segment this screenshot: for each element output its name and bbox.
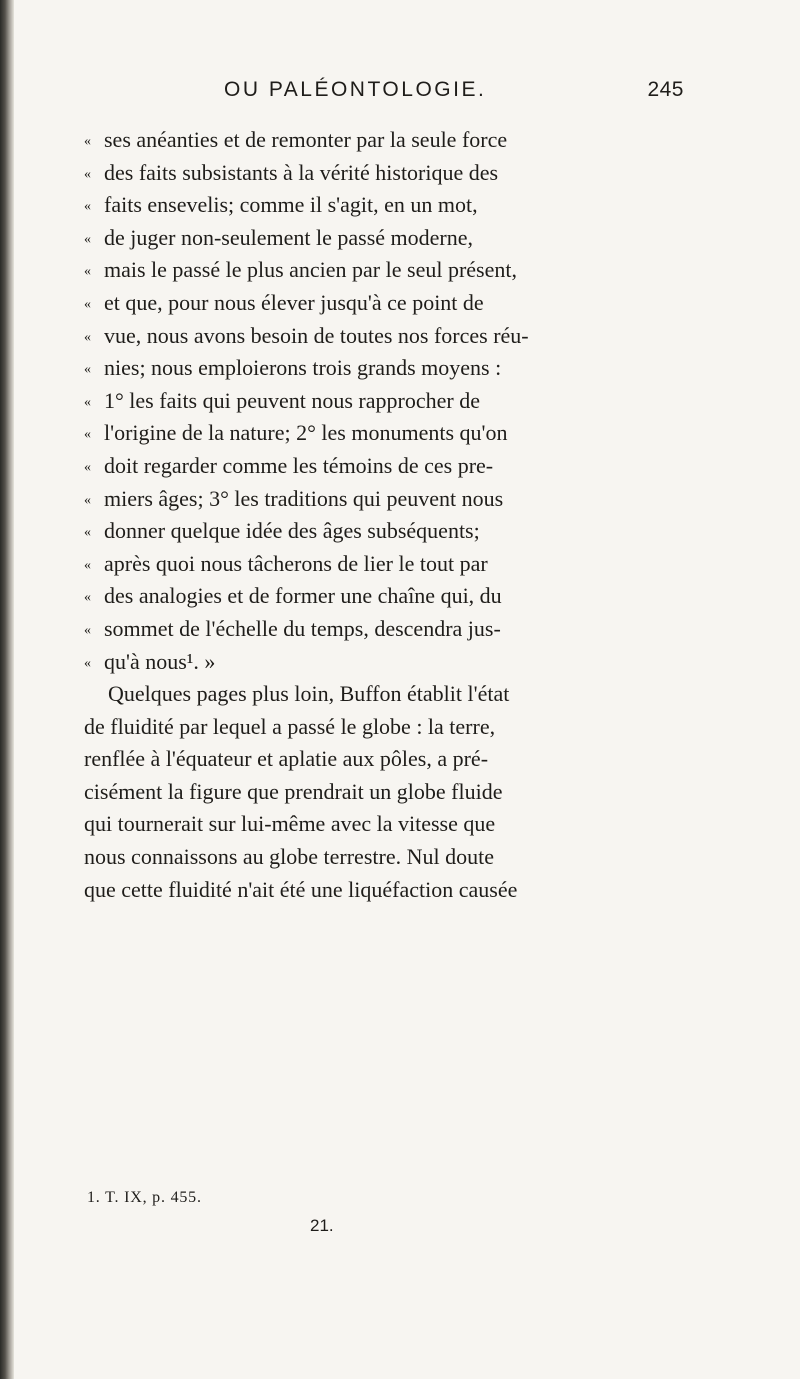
quote-line <box>84 189 644 222</box>
quote-line-text: mais le passé le plus ancien par le seul présent, <box>104 257 517 283</box>
quote-line-text: des faits subsistants à la vérité historique des <box>104 159 499 185</box>
quote-line-text: nies; nous emploierons trois grands moyens : <box>104 355 502 381</box>
quote-mark: « <box>84 557 91 573</box>
running-title: OU PALÉONTOLOGIE. <box>224 78 487 101</box>
quote-line <box>84 417 644 450</box>
quote-mark: « <box>84 590 91 606</box>
signature-mark: 21. <box>310 1216 334 1235</box>
quote-line <box>84 646 644 679</box>
quote-line-text: miers âges; 3° les traditions qui peuvent nous <box>104 485 504 511</box>
footnote: 1. T. IX, p. 455. <box>87 1189 202 1206</box>
body-text <box>84 124 644 906</box>
paragraph-line: nous connaissons au globe terrestre. Nul doute <box>84 844 494 870</box>
page-number: 245 <box>647 78 684 101</box>
running-head <box>224 78 684 104</box>
quote-line <box>84 287 644 320</box>
quote-line <box>84 320 644 353</box>
quote-line <box>84 483 644 516</box>
quote-mark: « <box>84 459 91 475</box>
paragraph-line: cisément la figure que prendrait un globe fluide <box>84 778 503 804</box>
quote-line <box>84 222 644 255</box>
quote-line <box>84 515 644 548</box>
quote-line <box>84 580 644 613</box>
quote-line <box>84 157 644 190</box>
quote-line <box>84 124 644 157</box>
quote-line <box>84 548 644 581</box>
quote-line <box>84 385 644 418</box>
quote-mark: « <box>84 166 91 182</box>
quote-line-text: ses anéanties et de remonter par la seule force <box>104 127 508 152</box>
quote-mark: « <box>84 296 91 312</box>
quote-mark: « <box>84 427 91 443</box>
quote-line-text: sommet de l'échelle du temps, descendra jus- <box>104 615 501 641</box>
quote-line-text: donner quelque idée des âges subséquents; <box>104 518 480 544</box>
paragraph-line: que cette fluidité n'ait été une liquéfaction causée <box>84 876 518 902</box>
quote-line-text: après quoi nous tâcherons de lier le tout par <box>104 550 488 576</box>
paragraph-line: qui tournerait sur lui-même avec la vitesse que <box>84 811 496 837</box>
paragraph-line: renflée à l'équateur et aplatie aux pôles, a pré- <box>84 746 489 772</box>
quote-mark: « <box>84 264 91 280</box>
quote-mark: « <box>84 525 91 541</box>
quote-line-text: des analogies et de former une chaîne qui, du <box>104 583 502 609</box>
quote-mark: « <box>84 231 91 247</box>
quote-line-text: et que, pour nous élever jusqu'à ce point de <box>104 289 484 315</box>
quote-line <box>84 450 644 483</box>
quote-mark: « <box>84 329 91 345</box>
quote-line <box>84 613 644 646</box>
quote-line-text: doit regarder comme les témoins de ces pre- <box>104 452 494 478</box>
quote-mark: « <box>84 362 91 378</box>
quote-line-text: l'origine de la nature; 2° les monuments qu'on <box>104 420 508 446</box>
book-gutter-edge <box>0 0 14 1379</box>
paragraph-line: Quelques pages plus loin, Buffon établit l'état <box>108 681 510 707</box>
quote-mark: « <box>84 622 91 638</box>
quote-mark: « <box>84 394 91 410</box>
quote-mark: « <box>84 492 91 508</box>
quote-mark: « <box>84 655 91 671</box>
quote-line-text: vue, nous avons besoin de toutes nos forces réu- <box>104 322 529 348</box>
quote-line-text: qu'à nous¹. » <box>104 648 216 674</box>
quote-mark: « <box>84 134 91 149</box>
quote-line-text: 1° les faits qui peuvent nous rapprocher de <box>104 387 480 413</box>
paragraph-line: de fluidité par lequel a passé le globe : la terre, <box>84 713 496 739</box>
quote-line-text: de juger non-seulement le passé moderne, <box>104 224 473 250</box>
quote-mark: « <box>84 199 91 215</box>
quote-line <box>84 254 644 287</box>
quote-line-text: faits ensevelis; comme il s'agit, en un mot, <box>104 192 478 218</box>
quote-line <box>84 352 644 385</box>
